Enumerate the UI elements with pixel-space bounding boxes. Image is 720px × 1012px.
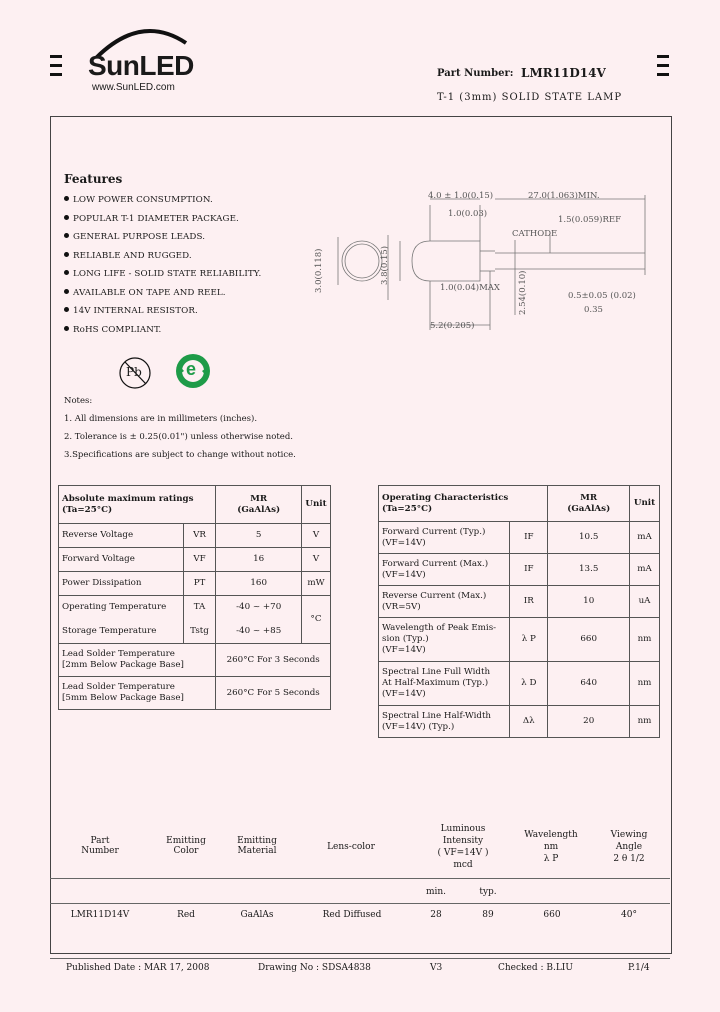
- version: V3: [430, 963, 443, 973]
- table-row: Storage Temperature Tstg -40 ~ +85: [59, 620, 331, 644]
- bullet-icon: [64, 252, 69, 257]
- divider: [50, 878, 670, 879]
- abs-col-unit: Unit: [302, 486, 331, 524]
- note-item: 3.Specifications are subject to change without notice.: [64, 450, 296, 460]
- note-item: 1. All dimensions are in millimeters (inches).: [64, 414, 258, 424]
- table-row: Reverse Voltage VR 5 V: [59, 524, 331, 548]
- dim-small2: 0.35: [584, 305, 603, 315]
- published-date: Published Date : MAR 17, 2008: [66, 963, 210, 973]
- feature-item: 14V INTERNAL RESISTOR.: [64, 302, 261, 321]
- features-list: [64, 191, 261, 339]
- bullet-icon: [64, 307, 69, 312]
- drawing-number: Drawing No : SDSA4838: [258, 963, 371, 973]
- notes-block: [64, 392, 296, 464]
- led-outline-drawing: [320, 185, 660, 335]
- table-row: Lead Solder Temperature [2mm Below Package Base] 260°C For 3 Seconds: [59, 644, 331, 677]
- part-number: LMR11D14V: [521, 66, 606, 80]
- part-number-label: Part Number:: [437, 68, 514, 79]
- checked-by: Checked : B.LIU: [498, 963, 573, 973]
- dim-v2: 3.8(0.15): [380, 245, 390, 285]
- dim-top-right: 27.0(1.063)MIN.: [528, 191, 600, 201]
- col-material: Emitting Material: [237, 836, 277, 856]
- bullet-icon: [64, 289, 69, 294]
- table-row: Wavelength of Peak Emis- sion (Typ.) (VF=14V) λ P 660 nm: [379, 618, 660, 662]
- dim-v3: 2.54(0.10): [518, 270, 528, 315]
- col-luminous: Luminous Intensity ( VF=14V ) mcd: [437, 824, 489, 870]
- col-lens: Lens-color: [327, 842, 375, 852]
- table-row: Operating Temperature TA -40 ~ +70 °C: [59, 596, 331, 620]
- feature-item: RELIABLE AND RUGGED.: [64, 247, 261, 266]
- table-row: Power Dissipation PT 160 mW: [59, 572, 331, 596]
- table-row: Spectral Line Full Width At Half-Maximum (Typ.) (VF=14V) λ D 640 nm: [379, 662, 660, 706]
- features-title: Features: [64, 172, 123, 186]
- notes-title: Notes:: [64, 396, 93, 406]
- bullet-icon: [64, 326, 69, 331]
- bullet-icon: [64, 270, 69, 275]
- eco-e-icon: e: [174, 352, 212, 390]
- table-row: Spectral Line Half-Width (VF=14V) (Typ.) Δλ 20 nm: [379, 706, 660, 738]
- dim-small: 1.0(0.03): [448, 209, 488, 219]
- bullet-icon: [64, 233, 69, 238]
- col-typ: typ.: [479, 887, 497, 897]
- dim-lead: 0.5±0.05 (0.02): [568, 291, 636, 301]
- table-row: Forward Current (Typ.) (VF=14V) IF 10.5 mA: [379, 522, 660, 554]
- col-color: Emitting Color: [166, 836, 206, 856]
- brand-name: SunLED: [88, 50, 194, 81]
- col-wavelength: Wavelength nm λ P: [524, 830, 578, 864]
- abs-table-title: Absolute maximum ratings (Ta=25°C): [59, 486, 216, 524]
- pb-free-icon: Pb: [118, 356, 152, 390]
- page-number: P.1/4: [628, 963, 650, 973]
- table-row: Lead Solder Temperature [5mm Below Package Base] 260°C For 5 Seconds: [59, 677, 331, 710]
- feature-item: RoHS COMPLIANT.: [64, 321, 261, 340]
- op-table-title: Operating Characteristics (Ta=25°C): [379, 486, 548, 522]
- cathode-label: CATHODE: [512, 229, 558, 239]
- abs-col-mr: MR (GaAlAs): [216, 486, 302, 524]
- op-col-mr: MR (GaAlAs): [548, 486, 630, 522]
- table-row: Reverse Current (Max.) (VR=5V) IR 10 uA: [379, 586, 660, 618]
- feature-item: GENERAL PURPOSE LEADS.: [64, 228, 261, 247]
- divider: [50, 903, 670, 904]
- dim-length: 5.2(0.205): [430, 321, 475, 331]
- feature-item: LONG LIFE - SOLID STATE RELIABILITY.: [64, 265, 261, 284]
- col-angle: Viewing Angle 2 θ 1/2: [610, 830, 648, 864]
- part-subtitle: T-1 (3mm) SOLID STATE LAMP: [437, 92, 623, 103]
- dim-bottom: 1.0(0.04)MAX: [440, 283, 500, 293]
- op-col-unit: Unit: [630, 486, 660, 522]
- dim-flat: 1.5(0.059)REF: [558, 215, 621, 225]
- dim-v1: 3.0(0.118): [314, 248, 324, 293]
- feature-item: POPULAR T-1 DIAMETER PACKAGE.: [64, 210, 261, 229]
- op-char-table: [378, 485, 660, 738]
- dimension-drawing: [314, 185, 660, 335]
- sunled-logo: [86, 18, 196, 98]
- table-row: Forward Voltage VF 16 V: [59, 548, 331, 572]
- col-min: min.: [425, 887, 447, 897]
- header-left-bars: [50, 55, 62, 82]
- dim-top-left: 4.0 ± 1.0(0.15): [428, 191, 494, 201]
- note-item: 2. Tolerance is ± 0.25(0.01") unless otherwise noted.: [64, 432, 293, 442]
- header-right-bars: [657, 55, 669, 82]
- feature-item: LOW POWER CONSUMPTION.: [64, 191, 261, 210]
- table-row: Forward Current (Max.) (VF=14V) IF 13.5 mA: [379, 554, 660, 586]
- bullet-icon: [64, 215, 69, 220]
- brand-url: www.SunLED.com: [92, 82, 175, 93]
- feature-item: AVAILABLE ON TAPE AND REEL.: [64, 284, 261, 303]
- col-part: Part Number: [81, 836, 119, 856]
- abs-max-table: [58, 485, 331, 710]
- bullet-icon: [64, 196, 69, 201]
- footer-divider: [50, 958, 670, 959]
